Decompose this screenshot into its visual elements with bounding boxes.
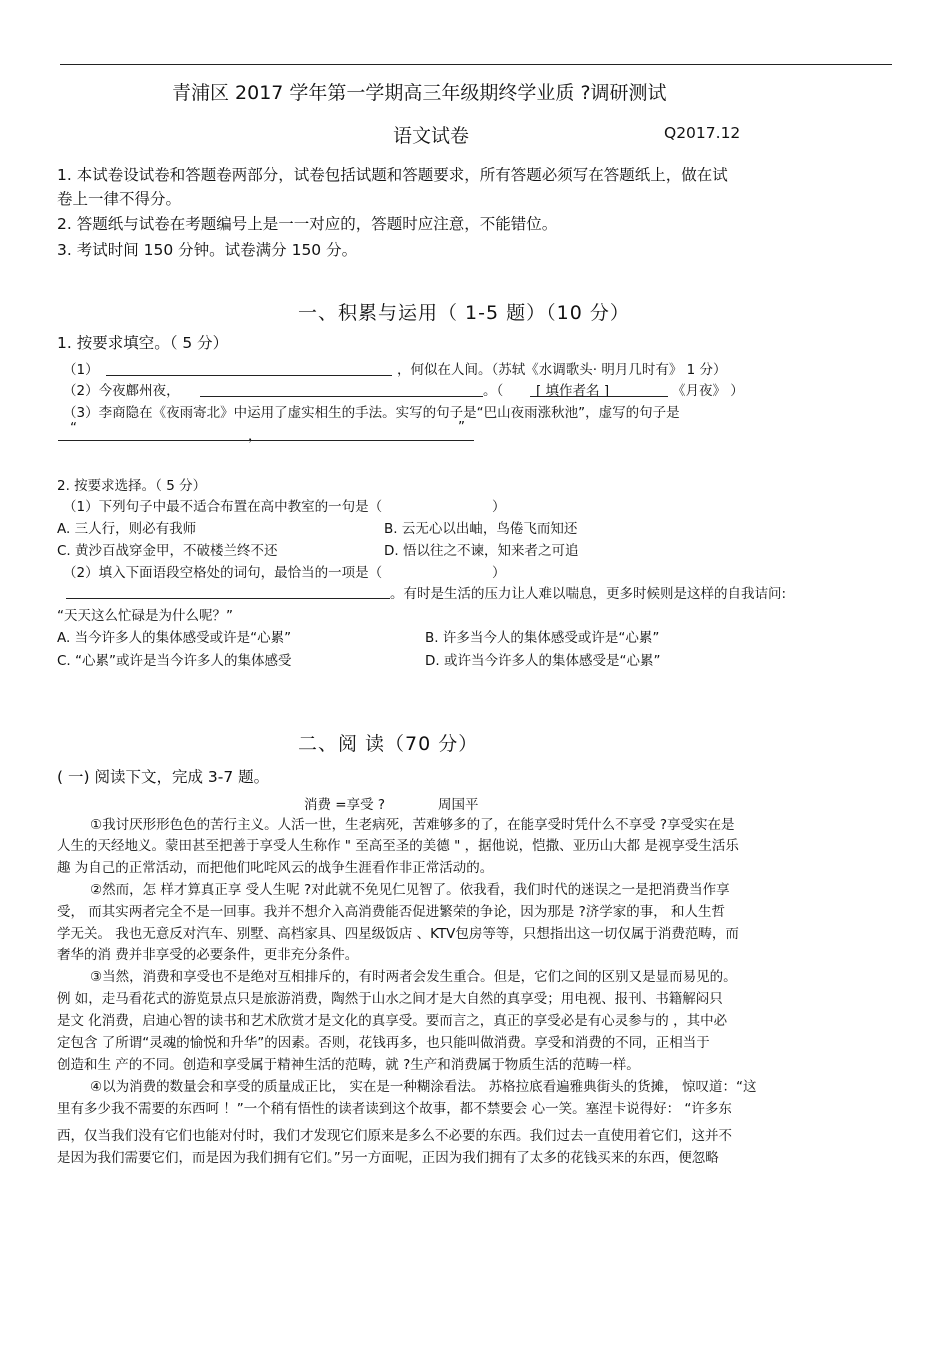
exam-title: 青浦区 2017 学年第一学期高三年级期终学业质 ?调研测试 xyxy=(172,82,667,104)
article-line: 定包含 了所谓“灵魂的愉悦和升华”的因素。否则，花钱再多，也只能叫做消费。享受和消费的不同，正相当于 xyxy=(57,1035,710,1051)
option-c[interactable]: C. “心累”或许是当今许多人的集体感受 xyxy=(57,653,292,669)
article-line: ②然而，怎 样才算真正享 受人生呢 ?对此就不免见仁见智了。依我看，我们时代的迷误之一是把消费当作享 xyxy=(90,882,730,898)
top-rule xyxy=(60,64,892,65)
question-2-title: 2. 按要求选择。（ 5 分） xyxy=(57,478,207,494)
article-author: 周国平 xyxy=(438,797,479,813)
article-line: 人生的天经地义。蒙田甚至把善于享受人生称作 " 至高至圣的美德 " ，据他说，恺撒、亚历山大都 是视享受生活乐 xyxy=(57,838,739,854)
article-line: 是因为我们需要它们，而是因为我们拥有它们。”另一方面呢，正因为我们拥有了太多的花钱买来的东西，便忽略 xyxy=(57,1150,719,1166)
article-line: 受， 而其实两者完全不是一回事。我并不想介入高消费能否促进繁荣的争论，因为那是 ?济学家的事， 和人生哲 xyxy=(57,904,726,920)
article-line: 西，仅当我们没有它们也能对付时，我们才发现它们原来是多么不必要的东西。我们过去一直使用着它们，这并不 xyxy=(57,1128,732,1144)
answer-blank[interactable] xyxy=(530,396,668,397)
q1-part2-end: 《月夜》 ） xyxy=(672,383,744,399)
q1-part2-mid: 。（ xyxy=(483,383,504,399)
reading-part-1: ( 一) 阅读下文，完成 3-7 题。 xyxy=(57,768,270,786)
author-fill-placeholder: [ 填作者名 ] xyxy=(536,383,610,399)
article-line: ①我讨厌形形色色的苦行主义。人活一世，生老病死，苦难够多的了，在能享受时凭什么不享受 ?享受实在是 xyxy=(90,817,735,833)
article-line: 是文 化消费，启迪心智的读书和艺术欣赏才是文化的真享受。要而言之，真正的享受必是有心灵参与的 ，其中必 xyxy=(57,1013,728,1029)
q2-sub2-line: 。有时是生活的压力让人难以喘息，更多时候则是这样的自我诘问: xyxy=(390,586,787,602)
option-b[interactable]: B. 许多当今人的集体感受或许是“心累” xyxy=(425,630,660,646)
q2-sub2-quote: “天天这么忙碌是为什么呢？” xyxy=(57,608,233,624)
q2-sub1-text: （1）下列句子中最不适合布置在高中教室的一句是（ xyxy=(63,499,383,515)
q1-part2-label: （2）今夜鄜州夜， xyxy=(63,383,180,399)
section-heading-1: 一、积累与运用（ 1-5 题）（10 分） xyxy=(298,302,630,324)
article-title: 消费 =享受 ? xyxy=(304,797,386,813)
q2-sub2-close: ） xyxy=(492,565,506,581)
q2-sub2-text: （2）填入下面语段空格处的词句，最恰当的一项是（ xyxy=(63,565,383,581)
exam-code: Q2017.12 xyxy=(664,124,741,142)
answer-blank[interactable] xyxy=(58,440,474,441)
option-d[interactable]: D. 或许当今许多人的集体感受是“心累” xyxy=(425,653,661,669)
q1-part3-open-quote: “ xyxy=(70,420,77,436)
answer-blank[interactable] xyxy=(200,396,483,397)
article-line: 例 如，走马看花式的游览景点只是旅游消费，陶然于山水之间才是大自然的真享受；用电视、报刊、书籍解闷只 xyxy=(57,991,723,1007)
section-heading-2: 二、阅 读（70 分） xyxy=(298,733,479,755)
q1-part3-close-quote: ” xyxy=(458,419,465,435)
q1-part1-text: ，何似在人间。（苏轼《水调歌头· 明月几时有》 1 分） xyxy=(397,362,727,378)
instruction-line: 卷上一律不得分。 xyxy=(57,190,182,208)
answer-blank[interactable] xyxy=(106,375,392,376)
option-a[interactable]: A. 当今许多人的集体感受或许是“心累” xyxy=(57,630,292,646)
article-line: ③当然，消费和享受也不是绝对互相排斥的，有时两者会发生重合。但是，它们之间的区别又是显而易见的。 xyxy=(90,969,737,985)
option-c[interactable]: C. 黄沙百战穿金甲，不破楼兰终不还 xyxy=(57,543,278,559)
instruction-line: 2. 答题纸与试卷在考题编号上是一一对应的，答题时应注意，不能错位。 xyxy=(57,215,558,233)
article-line: 奢华的消 费并非享受的必要条件，更非充分条件。 xyxy=(57,947,359,963)
article-line: 学无关。 我也无意反对汽车、别墅、高档家具、四星级饭店 、KTV包房等等，只想指出这一切仅属于消费范畴，而 xyxy=(57,926,739,942)
instruction-line: 1. 本试卷设试卷和答题卷两部分，试卷包括试题和答题要求，所有答题必须写在答题纸上，做在试 xyxy=(57,166,728,184)
article-line: 趣 为自己的正常活动，而把他们叱咤风云的战争生涯看作非正常活动的。 xyxy=(57,860,494,876)
question-1-title: 1. 按要求填空。（ 5 分） xyxy=(57,334,229,352)
q2-sub1-close: ） xyxy=(492,499,506,515)
instruction-line: 3. 考试时间 150 分钟。试卷满分 150 分。 xyxy=(57,241,358,259)
article-line: 里有多少我不需要的东西呵 ！”一个稍有悟性的读者读到这个故事，都不禁要会 心一笑。塞涅卡说得好： “许多东 xyxy=(57,1101,732,1117)
q1-part3-text: （3）李商隐在《夜雨寄北》中运用了虚实相生的手法。实写的句子是“巴山夜雨涨秋池”，虚写的句子是 xyxy=(63,405,680,421)
q1-part1-label: （1） xyxy=(63,362,99,378)
answer-blank[interactable] xyxy=(66,598,390,599)
exam-subtitle: 语文试卷 xyxy=(393,125,470,147)
option-b[interactable]: B. 云无心以出岫，鸟倦飞而知还 xyxy=(384,521,578,537)
option-d[interactable]: D. 悟以往之不谏，知来者之可追 xyxy=(384,543,579,559)
article-line: 创造和生 产的不同。创造和享受属于精神生活的范畴，就 ?生产和消费属于物质生活的范畴一样。 xyxy=(57,1057,640,1073)
q1-part3-comma: ， xyxy=(248,428,262,444)
option-a[interactable]: A. 三人行，则必有我师 xyxy=(57,521,197,537)
article-line: ④以为消费的数量会和享受的质量成正比， 实在是一种糊涂看法。 苏格拉底看遍雅典街头的货摊， 惊叹道：“这 xyxy=(90,1079,757,1095)
